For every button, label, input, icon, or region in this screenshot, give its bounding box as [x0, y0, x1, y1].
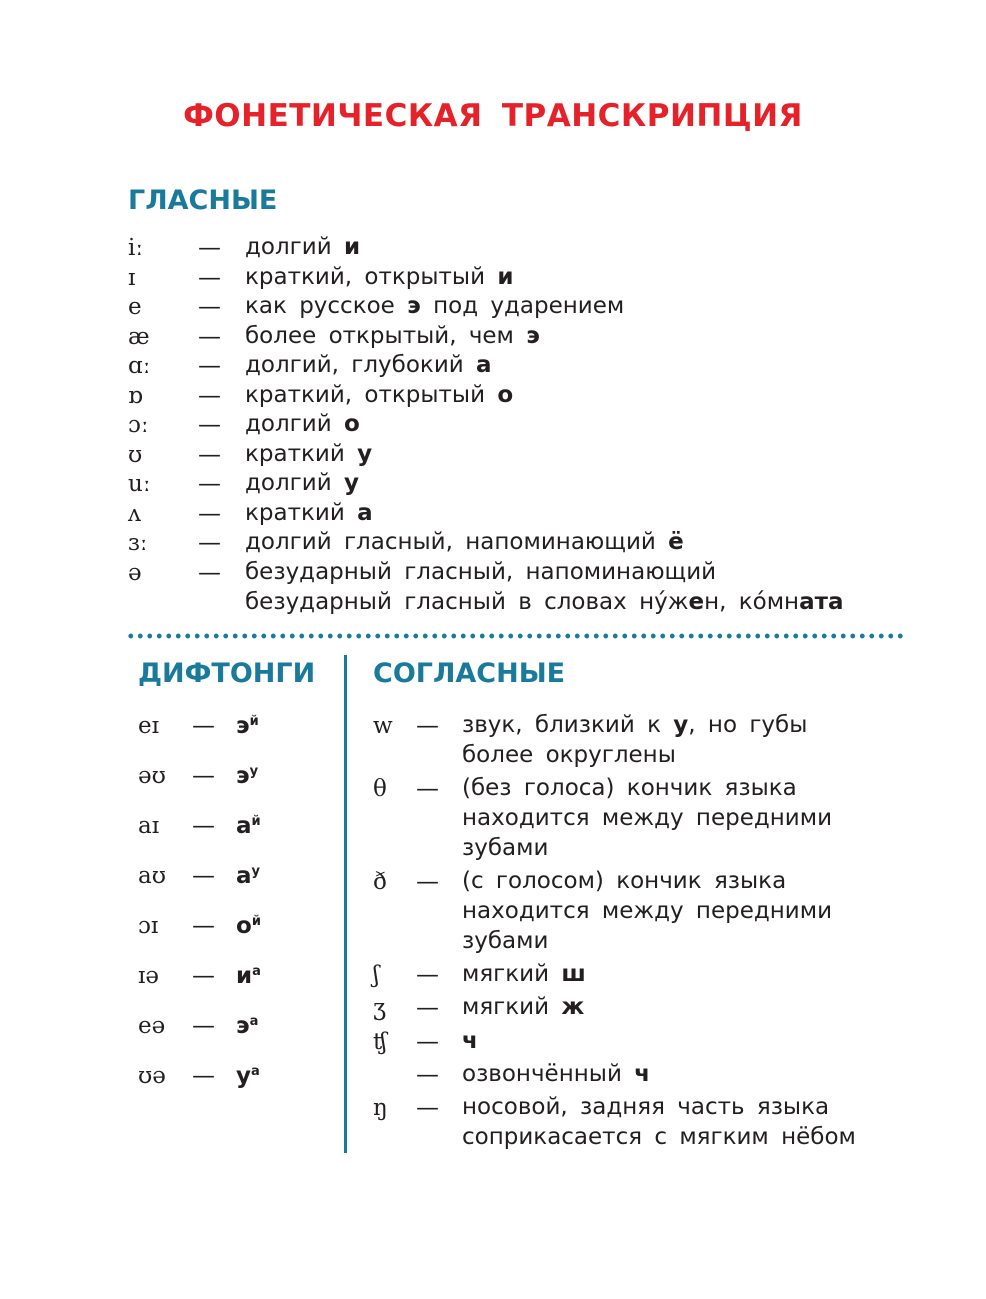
diphthong-symbol: eə — [138, 1013, 166, 1039]
diphthong-superscript: а — [249, 1014, 259, 1029]
description-text: долгий — [245, 234, 332, 260]
dash: — — [416, 1062, 439, 1088]
dash: — — [416, 776, 439, 802]
vowel-symbol: iː — [128, 235, 144, 261]
highlighted-letter: у — [357, 441, 373, 467]
vowel-symbol: ɜː — [128, 530, 148, 556]
diphthong-sound — [236, 711, 259, 741]
dash: — — [416, 713, 439, 739]
diphthong-base-letter: о — [236, 913, 252, 939]
dash: — — [416, 1029, 439, 1055]
description-text: , но губы — [688, 712, 808, 738]
consonant-description-line: находится между передними — [462, 898, 833, 924]
diphthong-base-letter: э — [236, 1013, 250, 1039]
dash: — — [416, 995, 439, 1021]
dash: — — [198, 560, 221, 586]
example-word: ну́ж — [639, 589, 689, 615]
vowel-description — [245, 263, 513, 293]
diphthong-sound — [236, 911, 261, 941]
dash: — — [192, 1063, 215, 1089]
dash: — — [198, 383, 221, 409]
description-text: мягкий — [462, 961, 562, 987]
diphthong-symbol: əʊ — [138, 763, 166, 789]
vowel-description — [245, 469, 359, 499]
highlighted-letter: о — [343, 411, 360, 437]
diphthong-superscript: а — [251, 1064, 260, 1079]
diphthong-superscript: у — [249, 764, 259, 779]
vowel-description — [245, 351, 492, 381]
consonant-description — [462, 993, 584, 1023]
consonant-description-line: находится между передними — [462, 805, 833, 831]
vowel-symbol: ɔː — [128, 412, 149, 438]
consonants-heading: СОГЛАСНЫЕ — [373, 658, 566, 689]
description-text: звук, близкий к — [462, 712, 674, 738]
highlighted-letter: ч — [634, 1061, 650, 1087]
dash: — — [192, 1013, 215, 1039]
diphthong-symbol: ɪə — [138, 963, 159, 989]
description-text: более открытый, чем — [245, 323, 514, 349]
description-text: краткий, открытый — [245, 264, 486, 290]
consonant-description — [462, 1060, 650, 1090]
diphthong-symbol: ɔɪ — [138, 913, 159, 939]
description-text: (без голоса) кончик языка — [462, 775, 797, 801]
description-text: долгий, глубокий — [245, 352, 464, 378]
description-text: долгий гласный, напоминающий — [245, 529, 656, 555]
dash: — — [198, 501, 221, 527]
dash: — — [416, 1095, 439, 1121]
consonant-symbol: θ — [373, 776, 387, 802]
description-text: носовой, задняя часть языка — [462, 1094, 830, 1120]
highlighted-letter: э — [526, 323, 540, 349]
dash: — — [198, 353, 221, 379]
diphthong-symbol: aʊ — [138, 863, 166, 889]
vowel-description — [245, 440, 372, 470]
dash: — — [198, 324, 221, 350]
dash: — — [198, 235, 221, 261]
vowel-symbol: ə — [128, 560, 142, 586]
highlighted-letter: ч — [462, 1028, 478, 1054]
vowel-symbol: ɒ — [128, 383, 143, 409]
consonant-description — [462, 711, 807, 741]
column-divider — [344, 655, 347, 1153]
highlighted-letter: ж — [561, 994, 585, 1020]
diphthong-superscript: й — [251, 814, 261, 829]
diphthong-base-letter: э — [236, 763, 250, 789]
diphthong-sound — [236, 1061, 260, 1091]
consonant-description — [462, 867, 786, 897]
diphthong-superscript: й — [251, 914, 261, 929]
dash: — — [198, 412, 221, 438]
description-text: краткий — [245, 500, 345, 526]
description-text: долгий — [245, 411, 332, 437]
description-text: (с голосом) кончик языка — [462, 868, 787, 894]
diphthong-base-letter: а — [236, 863, 252, 889]
vowel-description — [245, 558, 716, 588]
diphthong-superscript: а — [252, 964, 261, 979]
dash: — — [192, 863, 215, 889]
diphthong-symbol: eɪ — [138, 713, 159, 739]
description-text: безударный гласный, напоминающий — [245, 559, 717, 585]
consonant-description-line: зубами — [462, 928, 549, 954]
consonant-description — [462, 774, 797, 804]
description-text: краткий — [245, 441, 345, 467]
vowel-description — [245, 292, 624, 322]
dash: — — [198, 471, 221, 497]
vowel-symbol: e — [128, 294, 142, 320]
consonant-description-line: соприкасается с мягким нёбом — [462, 1124, 856, 1150]
dash: — — [192, 913, 215, 939]
consonant-description-line: более округлены — [462, 742, 676, 768]
dash: — — [192, 763, 215, 789]
vowel-symbol: ʌ — [128, 501, 141, 527]
diphthongs-heading: ДИФТОНГИ — [138, 658, 316, 689]
vowel-description — [245, 233, 360, 263]
diphthong-base-letter: э — [236, 713, 250, 739]
diphthong-sound — [236, 1011, 258, 1041]
consonant-symbol: w — [373, 713, 393, 739]
diphthong-superscript: у — [251, 864, 261, 879]
dash: — — [198, 530, 221, 556]
consonant-symbol: ð — [373, 869, 387, 895]
diphthong-superscript: й — [249, 714, 259, 729]
vowel-symbol: ʊ — [128, 442, 143, 468]
consonant-description — [462, 960, 586, 990]
vowel-symbol: æ — [128, 324, 150, 350]
dash: — — [192, 713, 215, 739]
vowel-description — [245, 322, 540, 352]
description-text: мягкий — [462, 994, 562, 1020]
consonant-symbol: ʃ — [373, 962, 380, 988]
description-text: как русское — [245, 293, 395, 319]
example-word: ко́мн — [738, 589, 800, 615]
dash: — — [416, 962, 439, 988]
highlighted-letter: о — [497, 382, 514, 408]
dash: — — [198, 294, 221, 320]
diphthong-symbol: ʊə — [138, 1063, 166, 1089]
highlighted-letter: а — [476, 352, 492, 378]
diphthong-sound — [236, 861, 260, 891]
diphthong-base-letter: и — [236, 963, 253, 989]
description-text: под ударением — [433, 293, 625, 319]
description-text: долгий — [245, 470, 332, 496]
example-word: н, — [704, 589, 739, 615]
consonant-description — [462, 1093, 829, 1123]
dash: — — [416, 869, 439, 895]
highlighted-letter: и — [343, 234, 361, 260]
diphthong-symbol: aɪ — [138, 813, 160, 839]
vowel-description — [245, 410, 360, 440]
dash: — — [198, 265, 221, 291]
description-text: краткий, открытый — [245, 382, 486, 408]
highlighted-letter: и — [497, 264, 514, 290]
dash: — — [192, 813, 215, 839]
diphthong-sound — [236, 811, 261, 841]
dash: — — [192, 963, 215, 989]
vowel-description — [245, 381, 513, 411]
highlighted-letter: ё — [668, 529, 684, 555]
vowel-symbol: ɑː — [128, 353, 151, 379]
vowel-symbol: uː — [128, 471, 151, 497]
consonant-symbol: ŋ — [373, 1095, 388, 1121]
description-text: безударный гласный в словах — [245, 589, 640, 615]
vowel-description — [245, 528, 684, 558]
vowel-symbol: ɪ — [128, 265, 136, 291]
page-title: ФОНЕТИЧЕСКАЯ ТРАНСКРИПЦИЯ — [183, 98, 803, 134]
highlighted-letter: у — [673, 712, 689, 738]
consonant-symbol: ʧ — [373, 1029, 387, 1055]
consonant-symbol: ʒ — [373, 995, 386, 1021]
highlighted-letter: е — [688, 589, 705, 615]
dotted-divider — [126, 632, 904, 640]
highlighted-letter: у — [343, 470, 359, 496]
diphthong-sound — [236, 961, 261, 991]
vowel-description — [245, 499, 373, 529]
consonant-description-line: зубами — [462, 835, 549, 861]
diphthong-base-letter: а — [236, 813, 252, 839]
schwa-example-line — [245, 588, 843, 618]
highlighted-letter: ата — [799, 589, 844, 615]
dash: — — [198, 442, 221, 468]
highlighted-letter: э — [407, 293, 421, 319]
consonant-description — [462, 1027, 478, 1057]
diphthong-base-letter: у — [236, 1063, 251, 1089]
highlighted-letter: а — [357, 500, 373, 526]
vowels-heading: ГЛАСНЫЕ — [128, 185, 278, 216]
highlighted-letter: ш — [561, 961, 586, 987]
diphthong-sound — [236, 761, 258, 791]
description-text: озвончённый — [462, 1061, 635, 1087]
